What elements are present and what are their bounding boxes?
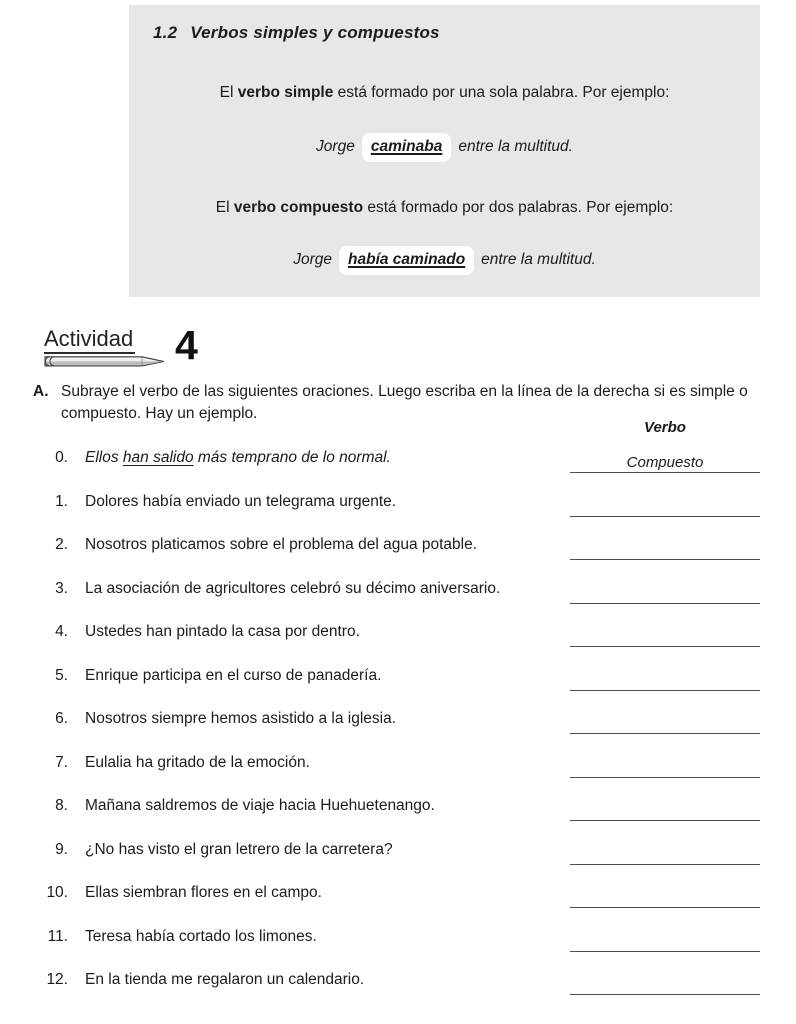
- rule-compound-prefix: El: [215, 199, 234, 216]
- answer-line: [570, 709, 760, 734]
- example-compound-verb: [139, 246, 750, 275]
- item-sentence: Dolores había enviado un telegrama urgente.: [85, 492, 397, 510]
- rule-simple-suffix: está formado por una sola palabra. Por ejemplo:: [333, 84, 670, 101]
- answer-line: [570, 666, 760, 691]
- activity-header: [44, 322, 198, 368]
- item-sentence: Nosotros siempre hemos asistido a la iglesia.: [85, 710, 396, 727]
- underlined-verb: han salido: [122, 449, 194, 466]
- item-sentence: Enrique participa en el curso de panadería.: [85, 666, 382, 684]
- pencil-icon: [42, 355, 168, 368]
- answer-line: [570, 753, 760, 778]
- example-post: entre la multitud.: [458, 138, 573, 155]
- item-number: 5.: [55, 666, 68, 684]
- exercise-item: [36, 535, 760, 562]
- answer-line: [570, 622, 760, 647]
- answer-line: [570, 840, 760, 865]
- answer-line: [570, 535, 760, 560]
- exercise-item: [36, 883, 760, 910]
- activity-label: Actividad: [44, 327, 135, 354]
- item-number: 6.: [55, 710, 68, 727]
- example-post: entre la multitud.: [481, 251, 596, 268]
- item-sentence: La asociación de agricultores celebró su décimo aniversario.: [85, 579, 501, 597]
- exercise-item: [36, 579, 760, 606]
- item-number: 3.: [55, 579, 68, 597]
- item-number: 1.: [55, 492, 68, 510]
- exercise-item: [36, 492, 760, 519]
- sentence-post: más temprano de lo normal.: [193, 449, 391, 466]
- item-sentence: Nosotros platicamos sobre el problema del agua potable.: [85, 536, 478, 553]
- exercise-item: [36, 666, 760, 693]
- activity-label-wrap: [44, 327, 168, 368]
- exercise-item: [36, 448, 760, 475]
- answer-text: Compuesto: [626, 454, 704, 471]
- rule-simple-verb: [139, 83, 750, 103]
- item-number: 11.: [47, 927, 68, 945]
- example-pre: Jorge: [293, 251, 333, 268]
- exercise-item: [36, 927, 760, 954]
- item-number: 8.: [55, 797, 68, 814]
- instruction-letter: A.: [33, 383, 49, 400]
- item-number: 2.: [55, 536, 68, 553]
- item-number: 12.: [46, 971, 68, 988]
- item-number: 9.: [55, 840, 68, 858]
- exercise-list: [36, 448, 760, 1014]
- section-title-text: Verbos simples y compuestos: [190, 23, 440, 42]
- item-number: 0.: [55, 449, 68, 466]
- answer-column-header: Verbo: [644, 419, 686, 436]
- activity-number: 4: [175, 322, 198, 368]
- example-pre: Jorge: [316, 138, 355, 155]
- section-title: [153, 23, 760, 43]
- item-sentence: ¿No has visto el gran letrero de la carretera?: [85, 840, 393, 858]
- item-sentence: Teresa había cortado los limones.: [85, 927, 317, 945]
- exercise-item: [36, 622, 760, 649]
- item-sentence: Ellas siembran flores en el campo.: [85, 884, 322, 901]
- highlighted-verb-compound: había caminado: [339, 246, 474, 275]
- item-sentence: En la tienda me regalaron un calendario.: [85, 971, 365, 988]
- section-number: 1.2: [153, 23, 178, 42]
- answer-line: [570, 579, 760, 604]
- item-number: 4.: [55, 623, 68, 640]
- grammar-info-box: [129, 5, 760, 297]
- exercise-item: [36, 709, 760, 736]
- rule-simple-term: verbo simple: [237, 84, 334, 101]
- item-sentence: Eulalia ha gritado de la emoción.: [85, 753, 310, 771]
- rule-compound-suffix: está formado por dos palabras. Por ejemplo:: [363, 199, 674, 216]
- exercise-item: [36, 970, 760, 997]
- item-number: 7.: [55, 753, 68, 771]
- item-sentence: Ustedes han pintado la casa por dentro.: [85, 623, 360, 640]
- rule-simple-prefix: El: [219, 84, 238, 101]
- exercise-item: [36, 753, 760, 780]
- instruction-text: Subraye el verbo de las siguientes oraciones. Luego escriba en la línea de la derecha si es simple o compuesto. Hay un ejemplo.: [61, 383, 748, 422]
- item-sentence: [85, 448, 570, 468]
- rule-compound-verb: [139, 198, 750, 218]
- answer-line: [570, 448, 760, 473]
- sentence-pre: Ellos: [85, 449, 123, 466]
- item-number: 10.: [46, 884, 68, 901]
- answer-line: [570, 970, 760, 995]
- rule-compound-term: verbo compuesto: [233, 199, 364, 216]
- exercise-item: [36, 840, 760, 867]
- exercise-item: [36, 796, 760, 823]
- example-simple-verb: [139, 133, 750, 162]
- item-sentence: Mañana saldremos de viaje hacia Huehuetenango.: [85, 797, 435, 814]
- answer-line: [570, 883, 760, 908]
- answer-line: [570, 796, 760, 821]
- highlighted-verb-simple: caminaba: [362, 133, 452, 162]
- answer-line: [570, 492, 760, 517]
- answer-line: [570, 927, 760, 952]
